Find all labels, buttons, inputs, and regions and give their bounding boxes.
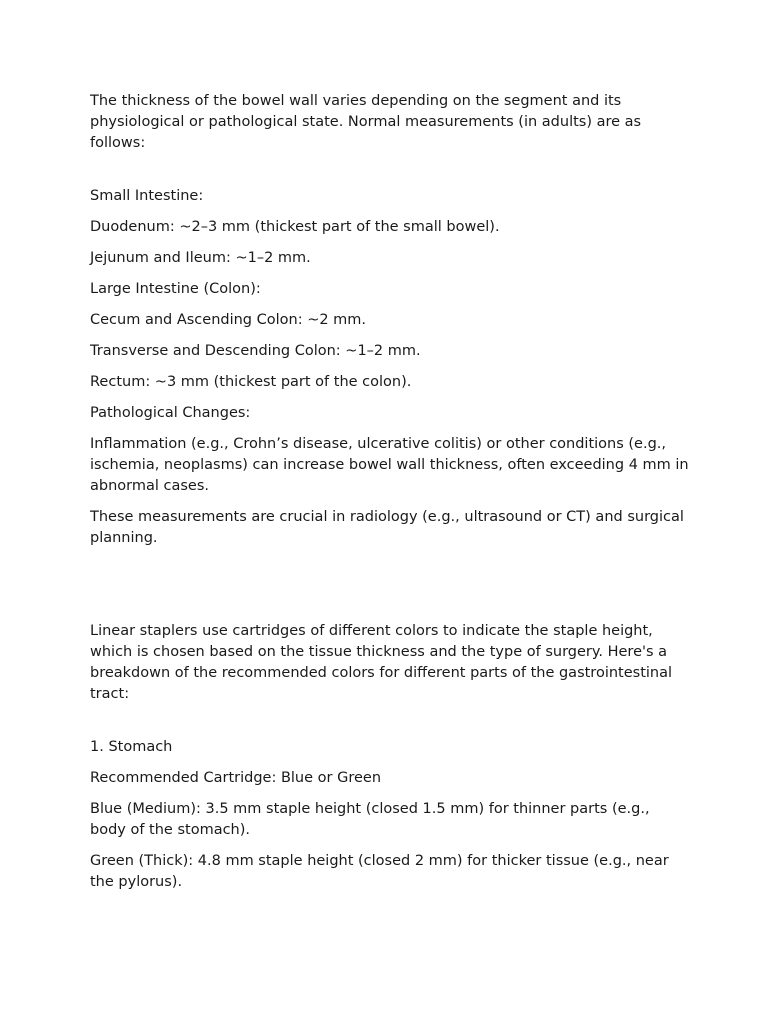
small-intestine-heading: Small Intestine: bbox=[90, 188, 204, 204]
cecum-ascending-line: Cecum and Ascending Colon: ~2 mm. bbox=[90, 312, 367, 328]
stomach-recommended-line: Recommended Cartridge: Blue or Green bbox=[90, 770, 382, 786]
stomach-blue-line: Blue (Medium): 3.5 mm staple height (closed 1.5 mm) for thinner parts (e.g., body of the stomach). bbox=[90, 801, 650, 838]
inflammation-paragraph: Inflammation (e.g., Crohn’s disease, ulcerative colitis) or other conditions (e.g., ischemia, neoplasms) can increase bowel wall thickness, often exceeding 4 mm in abnormal cases. bbox=[90, 436, 689, 494]
rectum-line: Rectum: ~3 mm (thickest part of the colon). bbox=[90, 374, 412, 390]
transverse-descending-line: Transverse and Descending Colon: ~1–2 mm. bbox=[90, 343, 421, 359]
staplers-intro-paragraph: Linear staplers use cartridges of different colors to indicate the staple height, which is chosen based on the tissue thickness and the type of surgery. Here's a breakdown of the recommended colors for different parts of the gastrointestinal tract: bbox=[90, 623, 673, 702]
stomach-green-line: Green (Thick): 4.8 mm staple height (closed 2 mm) for thicker tissue (e.g., near the pylorus). bbox=[90, 853, 669, 890]
crucial-paragraph: These measurements are crucial in radiology (e.g., ultrasound or CT) and surgical planning. bbox=[90, 509, 684, 546]
jejunum-ileum-line: Jejunum and Ileum: ~1–2 mm. bbox=[90, 250, 311, 266]
stomach-heading: 1. Stomach bbox=[90, 739, 173, 755]
duodenum-line: Duodenum: ~2–3 mm (thickest part of the small bowel). bbox=[90, 219, 500, 235]
pathological-heading: Pathological Changes: bbox=[90, 405, 251, 421]
intro-paragraph: The thickness of the bowel wall varies depending on the segment and its physiological or pathological state. Normal measurements (in adults) are as follows: bbox=[90, 93, 642, 151]
large-intestine-heading: Large Intestine (Colon): bbox=[90, 281, 261, 297]
document-body bbox=[90, 91, 690, 903]
